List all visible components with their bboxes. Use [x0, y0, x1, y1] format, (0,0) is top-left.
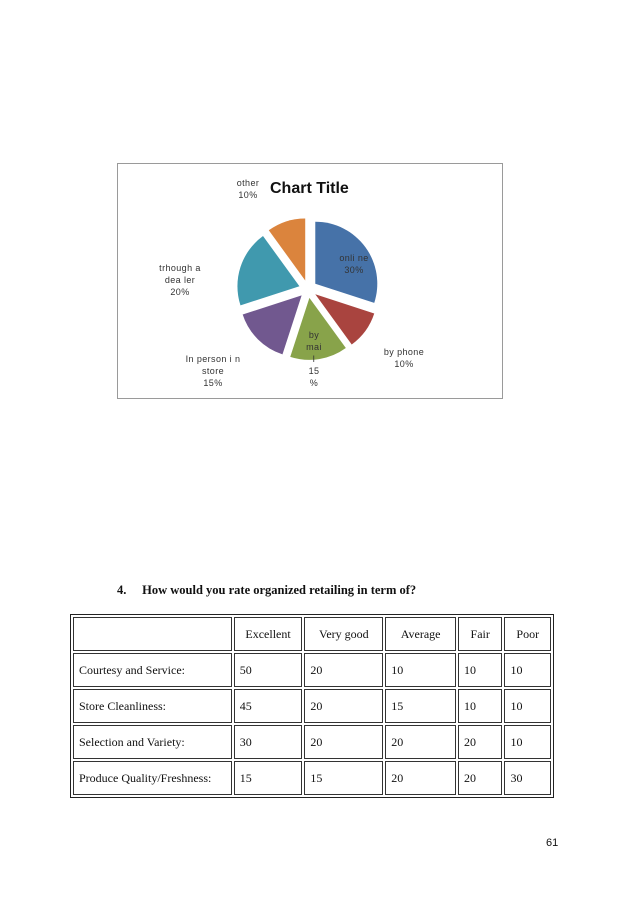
table-cell: 10: [504, 725, 551, 759]
question-heading: [117, 583, 416, 598]
table-row: [73, 725, 551, 759]
pie-slice-in-person-in-store: [243, 295, 302, 354]
row-label: Courtesy and Service:: [73, 653, 232, 687]
table-cell: 20: [385, 725, 456, 759]
table-cell: 20: [304, 653, 383, 687]
table-cell: 10: [504, 689, 551, 723]
table-cell: 20: [385, 761, 456, 795]
table-header-cell: Very good: [304, 617, 383, 651]
rating-table: [70, 614, 554, 798]
table-cell: 30: [234, 725, 303, 759]
table-cell: 20: [304, 689, 383, 723]
page-number: 61: [546, 837, 559, 849]
table-cell: 10: [504, 653, 551, 687]
table-header-cell: Poor: [504, 617, 551, 651]
pie-label: other 10%: [236, 178, 260, 200]
pie-label: by mai l 15 %: [306, 330, 322, 388]
table-cell: 15: [304, 761, 383, 795]
row-label: Store Cleanliness:: [73, 689, 232, 723]
table-cell: 10: [458, 689, 502, 723]
chart-title: Chart Title: [270, 180, 349, 197]
pie-chart: [117, 163, 503, 399]
pie-label: onli ne 30%: [339, 253, 369, 275]
table-cell: 20: [458, 761, 502, 795]
question-number: 4.: [117, 583, 127, 597]
table-cell: 30: [504, 761, 551, 795]
table-cell: 15: [385, 689, 456, 723]
question-text: How would you rate organized retailing in term of?: [142, 583, 417, 597]
table-cell: 15: [234, 761, 303, 795]
table-cell: 20: [304, 725, 383, 759]
row-label: Selection and Variety:: [73, 725, 232, 759]
table-row: [73, 761, 551, 795]
row-label: Produce Quality/Freshness:: [73, 761, 232, 795]
table-cell: 45: [234, 689, 303, 723]
table-header-cell: Excellent: [234, 617, 303, 651]
table-header-cell: Fair: [458, 617, 502, 651]
table-cell: 10: [385, 653, 456, 687]
table-header-cell: [73, 617, 232, 651]
table-header-cell: Average: [385, 617, 456, 651]
table-row: [73, 653, 551, 687]
table-cell: 10: [458, 653, 502, 687]
pie-label: by phone 10%: [383, 347, 425, 369]
table-cell: 20: [458, 725, 502, 759]
table-cell: 50: [234, 653, 303, 687]
table-row: [73, 689, 551, 723]
pie-chart-svg: [118, 164, 502, 398]
pie-label: trhough a dea ler 20%: [159, 263, 201, 297]
pie-label: In person i n store 15%: [185, 354, 241, 388]
table-header-row: [73, 617, 551, 651]
